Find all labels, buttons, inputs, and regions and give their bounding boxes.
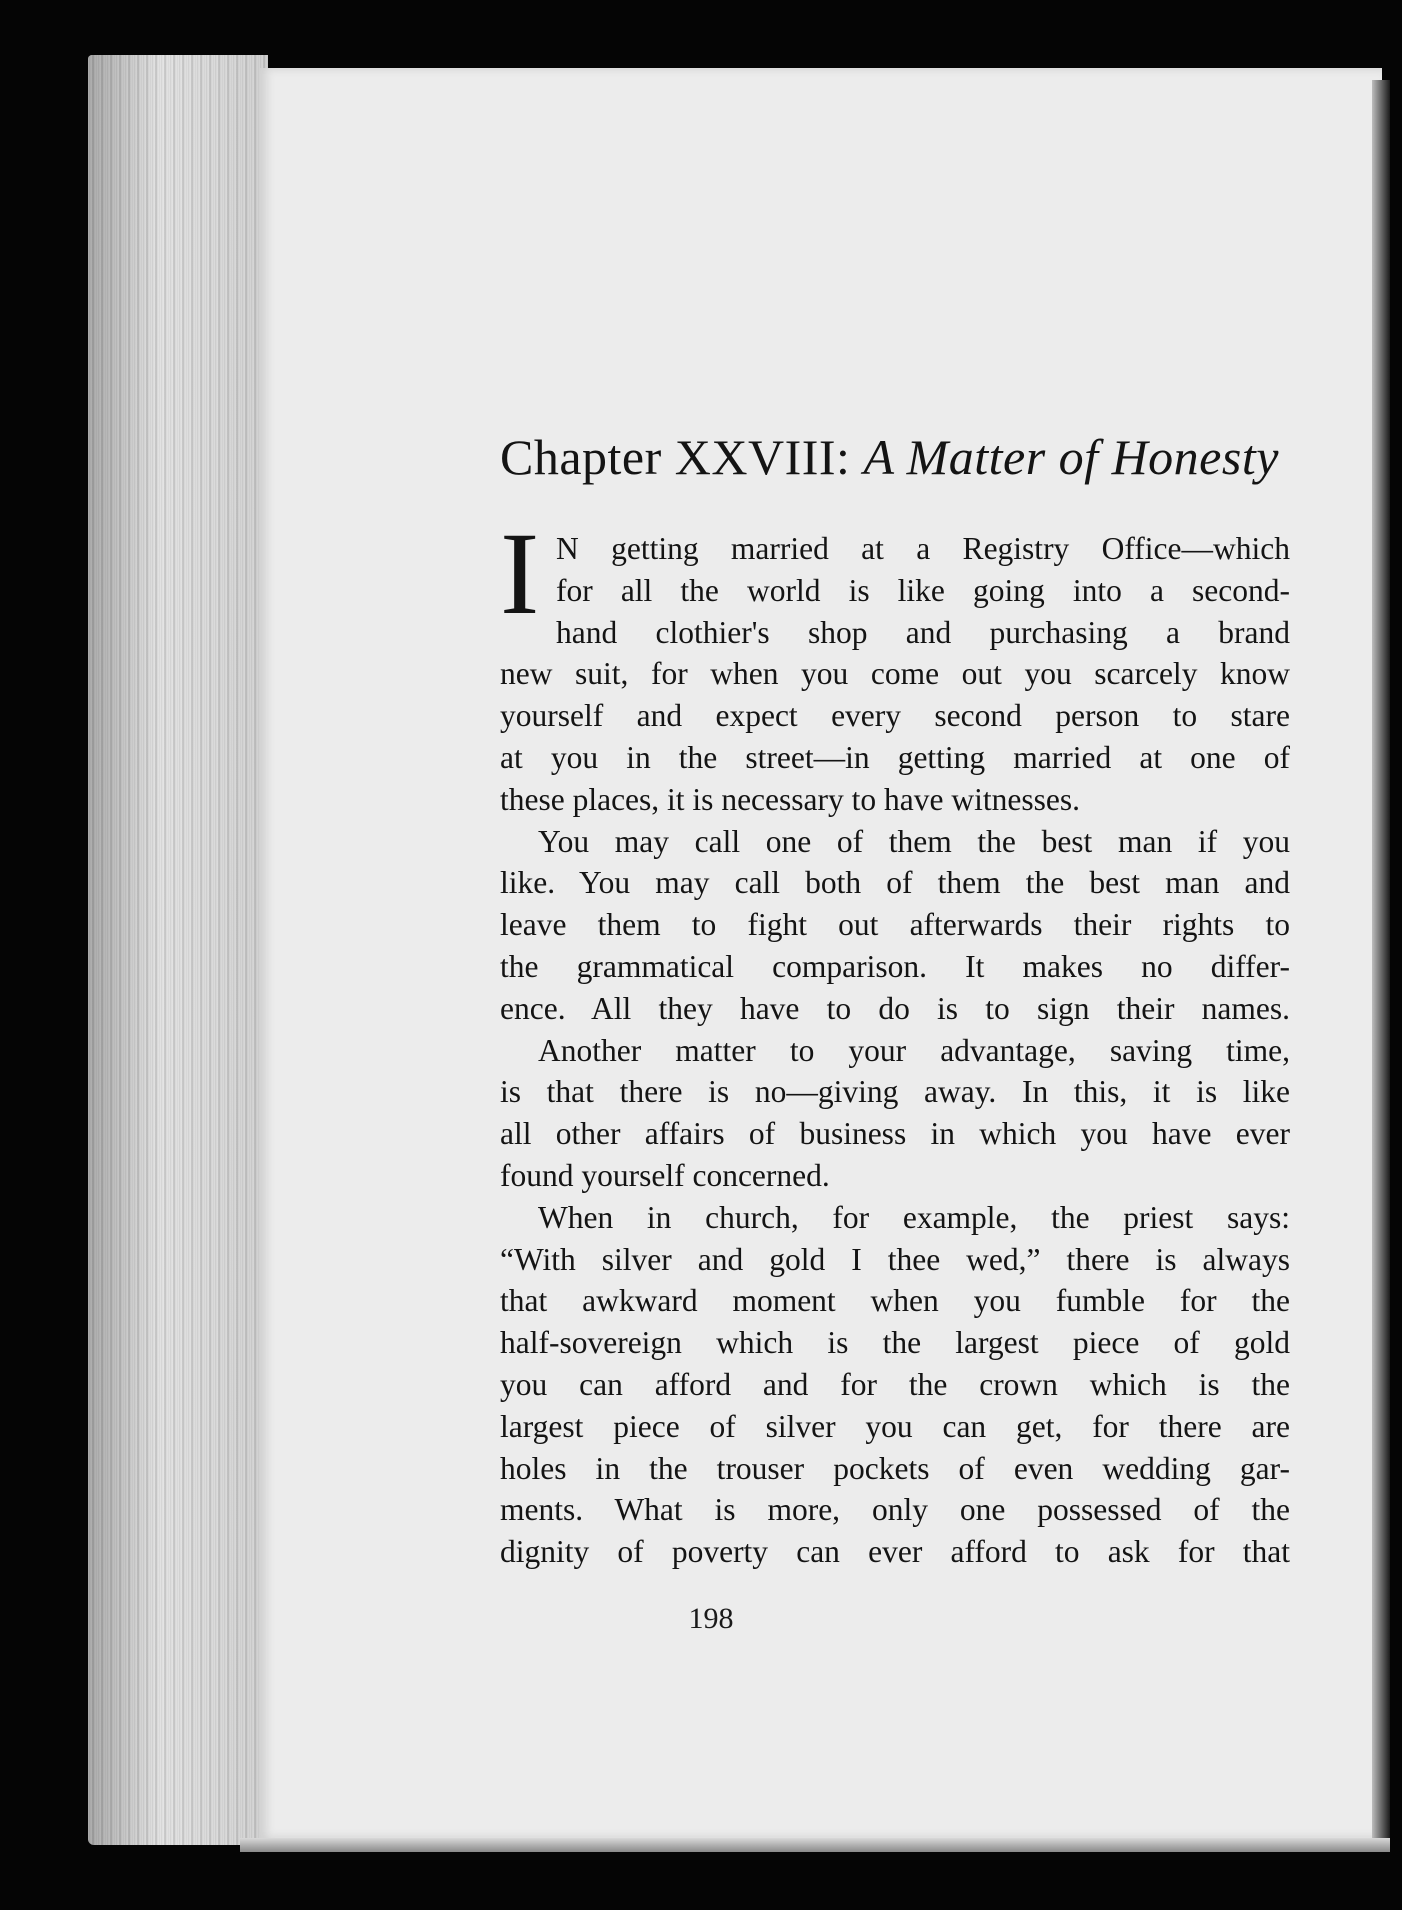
text-line: N getting married at a Registry Office—which <box>556 531 1290 566</box>
text-line: hand clothier's shop and purchasing a brand <box>556 614 1290 650</box>
text-line: “With silver and gold I thee wed,” there is always <box>500 1241 1290 1277</box>
page-right-edge <box>1372 80 1390 1840</box>
text-line: found yourself concerned. <box>500 1157 830 1193</box>
text-line: Another matter to your advantage, saving time, <box>538 1032 1290 1068</box>
text-line: yourself and expect every second person to stare <box>500 698 1290 734</box>
text-line: When in church, for example, the priest says: <box>538 1199 1290 1235</box>
page-stack-shadow <box>88 55 268 1845</box>
text-line: is that there is no—giving away. In this, it is like <box>500 1074 1290 1110</box>
text-line: the grammatical comparison. It makes no differ- <box>500 948 1290 984</box>
chapter-heading <box>500 428 1290 486</box>
text-line: ence. All they have to do is to sign their names. <box>500 990 1290 1026</box>
text-line: at you in the street—in getting married at one of <box>500 739 1290 775</box>
chapter-title: A Matter of Honesty <box>863 429 1279 485</box>
text-line: leave them to fight out afterwards their rights to <box>500 907 1290 943</box>
text-line: new suit, for when you come out you scarcely know <box>500 656 1290 692</box>
text-line: that awkward moment when you fumble for the <box>500 1283 1290 1319</box>
text-line: holes in the trouser pockets of even wedding gar- <box>500 1450 1290 1486</box>
text-line: for all the world is like going into a second- <box>556 572 1290 608</box>
text-line: these places, it is necessary to have witnesses. <box>500 781 1080 817</box>
body-text <box>500 528 1290 1573</box>
page-number: 198 <box>688 1602 734 1635</box>
text-line: You may call one of them the best man if you <box>538 823 1290 859</box>
text-line: like. You may call both of them the best man and <box>500 865 1290 901</box>
text-line: dignity of poverty can ever afford to ask for that <box>500 1534 1290 1570</box>
text-line: largest piece of silver you can get, for there are <box>500 1408 1290 1444</box>
drop-cap: I <box>500 508 540 639</box>
chapter-label: Chapter XXVIII: <box>500 429 851 485</box>
text-line: all other affairs of business in which you have ever <box>500 1116 1290 1152</box>
text-line: you can afford and for the crown which is the <box>500 1366 1290 1402</box>
text-line: ments. What is more, only one possessed of the <box>500 1492 1290 1528</box>
page-bottom-edge <box>240 1838 1390 1852</box>
text-line: half-sovereign which is the largest piece of gold <box>500 1325 1290 1361</box>
